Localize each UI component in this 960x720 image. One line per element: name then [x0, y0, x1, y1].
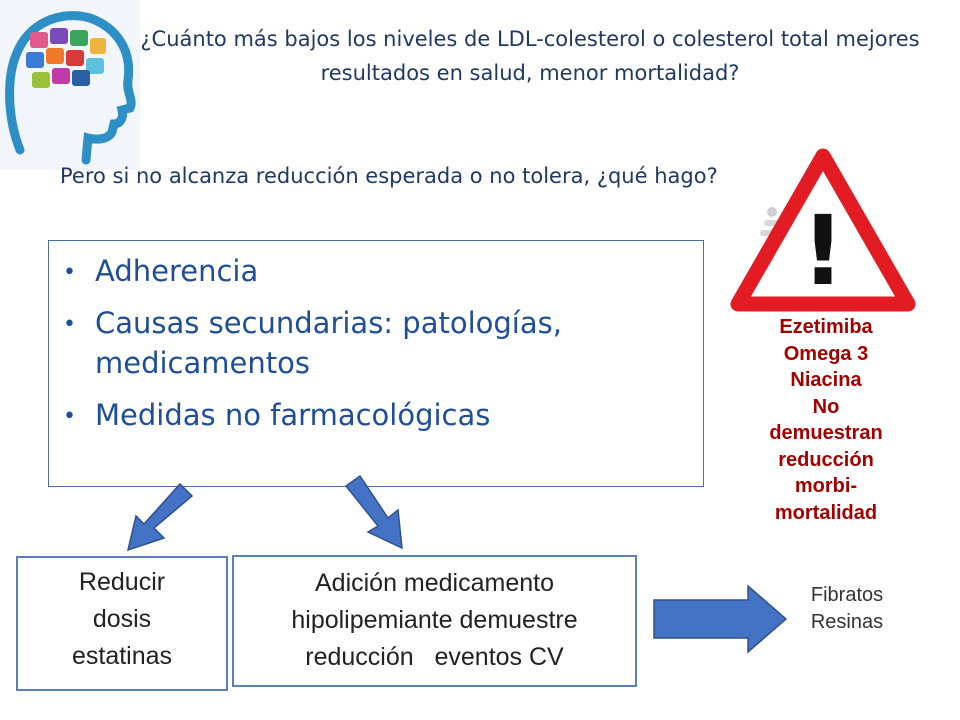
bullet-item [59, 303, 683, 383]
warning-line: Omega 3 [783, 342, 869, 365]
box-line: Reducir [78, 568, 166, 596]
warning-text [716, 314, 936, 526]
bullet-item [59, 251, 683, 291]
alternative-item: Fibratos [810, 584, 884, 606]
slide-title: ¿Cuánto más bajos los niveles de LDL-colesterol o colesterol total mejores resultados en salud, menor mortalidad? [140, 27, 920, 85]
bullet-text: Adherencia [95, 254, 259, 288]
bullet-list [59, 251, 683, 435]
box-line: hipolipemiante demuestre [291, 606, 578, 634]
warning-line: Niacina [790, 369, 862, 391]
warning-line: demuestran [769, 422, 883, 444]
box-line: reducción eventos CV [305, 643, 564, 671]
bullet-box [48, 240, 704, 487]
box-line: dosis [92, 605, 152, 633]
add-medication-box [232, 555, 637, 687]
bullet-text: Causas secundarias: patologías, medicamentos [95, 306, 562, 380]
arrow-down-left-icon [118, 480, 208, 556]
arrow-right-icon [652, 584, 790, 654]
arrow-down-right-icon [338, 474, 418, 554]
box-line: estatinas [71, 642, 173, 670]
bullet-dot-icon: • [63, 404, 76, 429]
alternatives-list [792, 582, 902, 636]
box-line: Adición medicamento [314, 569, 554, 597]
bullet-text: Medidas no farmacológicas [95, 398, 491, 432]
warning-exclamation: ! [801, 195, 845, 307]
warning-line: morbi- [794, 475, 858, 497]
warning-line: reducción [778, 448, 874, 471]
slide-question: Pero si no alcanza reducción esperada o no tolera, ¿qué hago? [60, 164, 718, 188]
warning-triangle-icon [728, 146, 918, 316]
warning-line: Ezetimiba [779, 316, 873, 338]
bullet-item [59, 395, 683, 435]
reduce-statin-dose-box [16, 556, 228, 691]
bullet-dot-icon: • [63, 312, 76, 337]
alternative-item: Resinas [810, 611, 884, 633]
warning-line: No [812, 395, 840, 418]
bullet-dot-icon: • [63, 260, 76, 285]
warning-line: mortalidad [774, 501, 878, 524]
